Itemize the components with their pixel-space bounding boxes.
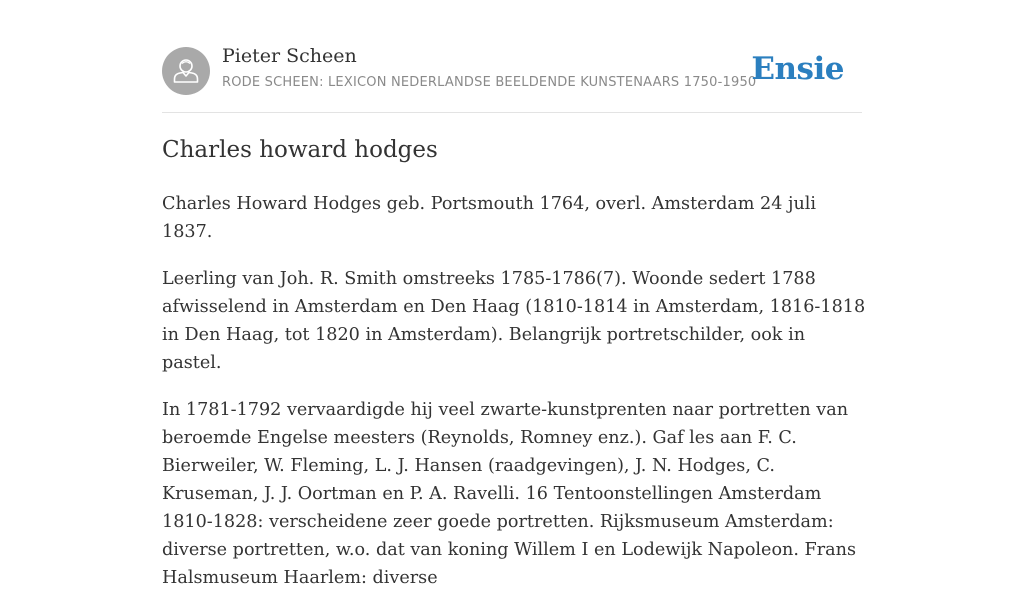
article-body bbox=[162, 190, 867, 611]
article-paragraph: Charles Howard Hodges geb. Portsmouth 1764, overl. Amsterdam 24 juli 1837. bbox=[162, 194, 817, 242]
ensie-logo[interactable]: Ensie bbox=[751, 51, 844, 87]
content-column bbox=[162, 0, 866, 588]
source-name[interactable]: RODE SCHEEN: LEXICON NEDERLANDSE BEELDENDE KUNSTENAARS 1750-1950 bbox=[222, 75, 757, 90]
article-paragraph: In 1781-1792 vervaardigde hij veel zwarte-kunstprenten naar portretten van beroemde Engelse meesters (Reynolds, Romney enz.). Gaf les aan F. C. Bierweiler, W. Fleming, L. J. Hansen (raadgevingen), J. N. Hodges, C. Kruseman, J. J. Oortman en P. A. Ravelli. 16 Tentoonstellingen Amsterdam 1810-1828: verscheidene zeer goede portretten. Rijksmuseum Amsterdam: diverse portretten, w.o. dat van koning Willem I en Lodewijk Napoleon. Frans Halsmuseum Haarlem: diverse bbox=[162, 400, 857, 588]
author-avatar[interactable] bbox=[162, 47, 210, 95]
article-paragraph: Leerling van Joh. R. Smith omstreeks 1785-1786(7). Woonde sedert 1788 afwisselend in Amsterdam en Den Haag (1810-1814 in Amsterdam, 1816-1818 in Den Haag, tot 1820 in Amsterdam). Belangrijk portretschilder, ook in pastel. bbox=[162, 269, 866, 373]
article-header bbox=[162, 0, 862, 113]
author-name[interactable]: Pieter Scheen bbox=[222, 45, 357, 67]
article-title: Charles howard hodges bbox=[162, 137, 438, 163]
user-outline-icon bbox=[162, 47, 210, 95]
